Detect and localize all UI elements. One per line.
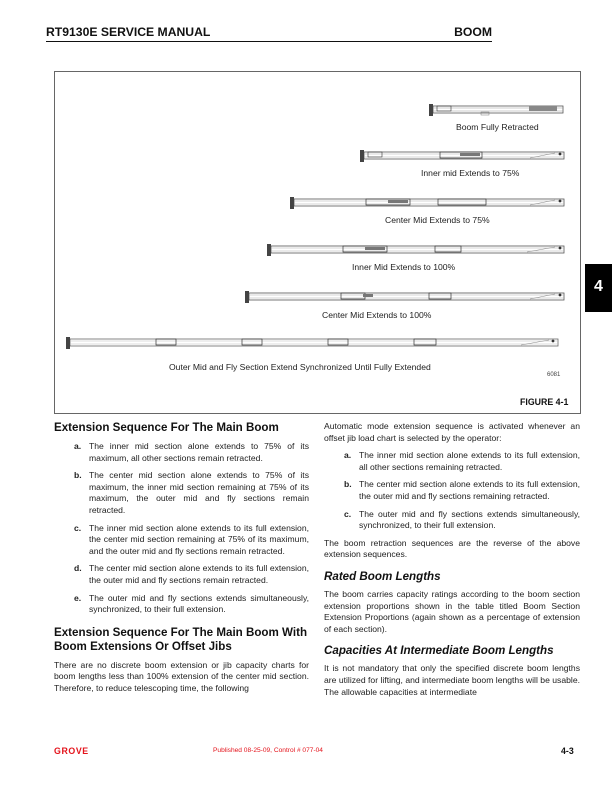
list-item: c. The outer mid and fly sections extends simultaneously, synchronized, to their full extension. [344,508,580,531]
figure-caption: Inner mid Extends to 75% [421,168,520,178]
section-heading: Capacities At Intermediate Boom Lengths [324,644,554,658]
boom-drawing-center-mid-100 [245,290,567,304]
section-heading: Extension Sequence For The Main Boom With Boom Extensions Or Offset Jibs [54,625,308,653]
extension-sequence-list [54,441,309,616]
section-heading: Rated Boom Lengths [324,569,441,583]
list-item: b. The center mid section alone extends to its full extension, the outer mid and fly sections remaining retracted. [344,479,580,501]
figure-label: FIGURE 4-1 [520,397,569,407]
boom-drawing-retracted [429,103,566,117]
chapter-number: 4 [594,278,603,295]
paragraph: The boom carries capacity ratings according to the boom section extension proportions shown in the table titled Boom Section Extension Proportions (again shown as a percentage of extension of each section). [324,588,580,634]
chapter-tab [585,264,612,312]
publication-info: Published 08-25-09, Control # 077-04 [213,747,323,754]
boom-drawing-inner-mid-75 [360,149,567,163]
figure-caption: Outer Mid and Fly Section Extend Synchronized Until Fully Extended [169,362,431,372]
brand-logo: GROVE [54,746,89,756]
section-title: BOOM [454,25,492,39]
automatic-sequence-list [324,450,580,532]
figure-caption: Center Mid Extends to 75% [385,215,490,225]
list-item: b. The center mid section alone extends to 75% of its maximum, the inner mid section remaining at 75% of its maximum, the outer mid and fly sections remain retracted. [74,470,309,515]
manual-title: RT9130E SERVICE MANUAL [46,25,211,39]
list-item: a. The inner mid section alone extends to its full extension, all other sections remaining retracted. [344,450,580,472]
paragraph: It is not mandatory that only the specified discrete boom lengths are utilized for lifting, and intermediate boom lengths will be usable. The allowable capacities at intermediate [324,663,580,697]
paragraph: There are no discrete boom extension or jib capacity charts for boom lengths less than 100% extension of the center mid section. Therefore, to reduce telescoping time, the following [54,659,309,693]
boom-drawing-inner-mid-100 [267,243,567,257]
figure-caption: Boom Fully Retracted [456,122,539,132]
page-number: 4-3 [561,746,574,756]
list-item: a. The inner mid section alone extends to 75% of its maximum, all other sections remain retracted. [74,441,309,463]
list-item: e. The outer mid and fly sections extends simultaneously, synchronized, to their full extension. [74,592,309,615]
figure-caption: Center Mid Extends to 100% [322,310,432,320]
paragraph: The boom retraction sequences are the reverse of the above extension sequences. [324,537,580,560]
list-item: d. The center mid section alone extends to its full extension, the outer mid and fly sections remain retracted. [74,563,309,585]
boom-drawing-fully-extended [66,336,561,350]
drawing-number: 6081 [547,372,561,378]
list-item: c. The inner mid section alone extends to its full extension, the center mid section remaining at 75% of its maximum, and the outer mid and fly sections remain retracted. [74,522,309,556]
boom-drawing-center-mid-75 [290,196,567,210]
section-heading: Extension Sequence For The Main Boom [54,421,279,434]
left-column [54,421,309,695]
figure-frame [54,71,581,414]
right-column [324,421,580,698]
figure-caption: Inner Mid Extends to 100% [352,262,456,272]
paragraph: Automatic mode extension sequence is activated whenever an offset jib load chart is selected by the operator: [324,421,580,443]
page-header [46,24,492,42]
